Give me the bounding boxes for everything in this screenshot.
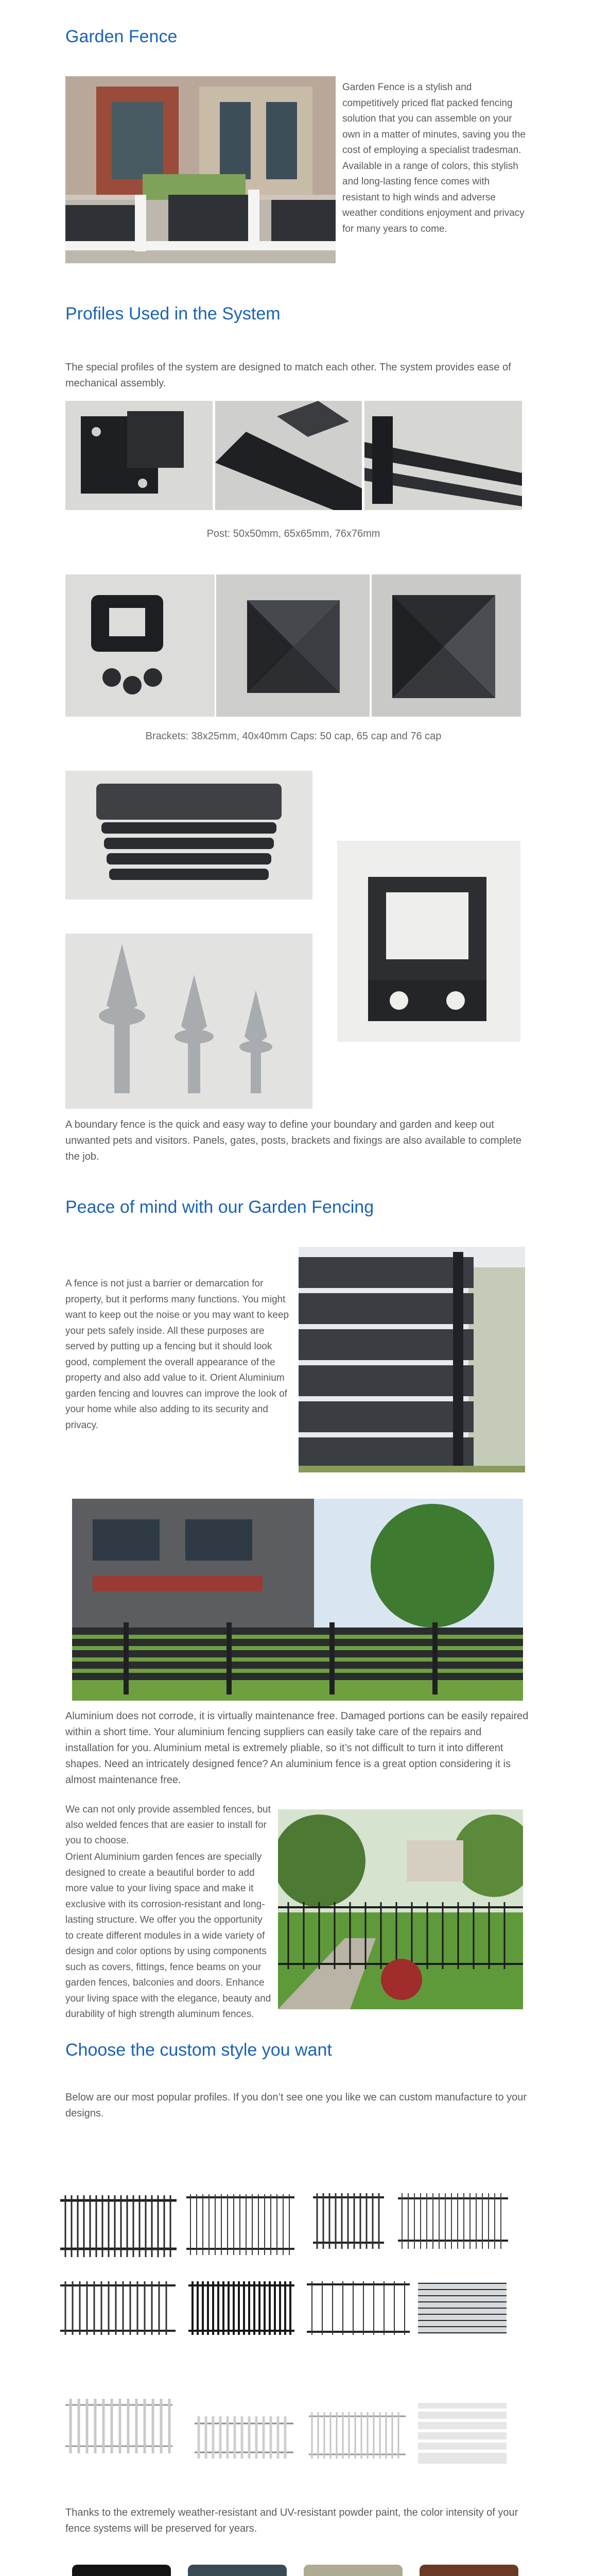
- peace-text-1: A fence is not just a barrier or demarcation for property, but it performs many functions. You might want to keep out the noise or you may want to keep your pets safely inside. All these purposes are served by putting up a fencing but it should look good, complement the overall appearance of the property and also add value to it. Orient Aluminium garden fencing and louvres can improve the look of your home while also adding to its security and privacy.: [65, 1278, 289, 1431]
- custom-style-heading: Choose the custom style you want: [65, 2040, 332, 2060]
- garden-fence-photo: [65, 76, 336, 263]
- fence-style-11: [309, 2409, 406, 2461]
- garden-railing-photo: [278, 1809, 523, 2009]
- color-swatch: [72, 2565, 171, 2576]
- fence-style-10: [195, 2411, 293, 2461]
- fence-style-8: [418, 2279, 507, 2337]
- fence-style-2: [186, 2191, 294, 2257]
- louvre-fence-photo: [299, 1247, 525, 1472]
- color-swatch: [304, 2565, 403, 2576]
- bracket-closeup-photo: [337, 841, 520, 1042]
- spear-tops-photo: [65, 934, 312, 1109]
- fence-style-9: [65, 2395, 172, 2455]
- boundary-text: A boundary fence is the quick and easy way to define your boundary and garden and keep out unwanted pets and visitors. Panels, gates, posts, brackets and fixings are also available to complete the job.: [65, 1119, 522, 1162]
- cap-photo-1: [216, 574, 370, 717]
- bracket-photo: [65, 574, 215, 717]
- peace-text-3b: Orient Aluminium garden fences are specially designed to create a beautiful border to add more value to your living space and make it exclusive with its corrosion-resistant and long-lasting structure. We offer you the opportunity to create different modules in a wide variety of design and color options by using components such as covers, fittings, fence beams on your garden fences, balconies and doors. Enhance your living space with the elegance, beauty and durability of high strength aluminum fences.: [65, 1852, 271, 2020]
- fence-style-1: [60, 2191, 177, 2260]
- cap-photo-2: [372, 574, 521, 717]
- post-photo-2: [215, 401, 362, 510]
- custom-style-intro: Below are our most popular profiles. If you don’t see one you like we can custom manufacture to your designs.: [65, 2092, 527, 2119]
- fence-style-4: [398, 2191, 508, 2251]
- post-photo-3: [364, 401, 522, 510]
- post-caption: Post: 50x50mm, 65x65mm, 76x76mm: [206, 528, 380, 539]
- profiles-heading: Profiles Used in the System: [65, 304, 281, 324]
- intro-text: Garden Fence is a stylish and competitively priced flat packed fencing solution that you can assemble on your own in a matter of minutes, saving you the cost of employing a specialist tradesman. Available in a range of colors, this stylish and long-lasting fence comes with resistant to high winds and adverse weather conditions enjoyment and privacy for many years to come.: [342, 82, 526, 234]
- page-title: Garden Fence: [65, 27, 178, 46]
- fence-style-3: [313, 2191, 384, 2251]
- fence-style-12: [418, 2403, 507, 2464]
- peace-text-2: Aluminium does not corrode, it is virtually maintenance free. Damaged portions can be easily repaired within a short time. Your aluminium fencing suppliers can easily take care of the repairs and installation for you. Aluminium metal is extremely pliable, so it’s not difficult to turn it into different shapes. Need an intricately designed fence? An aluminium fence is a great option considering it is almost maintenance free.: [65, 1710, 529, 1786]
- color-text: Thanks to the extremely weather-resistant and UV-resistant powder paint, the color intensity of your fence systems will be preserved for years.: [65, 2507, 518, 2534]
- profiles-intro: The special profiles of the system are designed to match each other. The system provides ease of mechanical assembly.: [65, 362, 511, 389]
- color-swatch: [188, 2565, 287, 2576]
- peace-heading: Peace of mind with our Garden Fencing: [65, 1197, 374, 1217]
- fence-style-5: [60, 2279, 176, 2337]
- slat-fence-house-photo: [72, 1499, 523, 1701]
- color-swatch: [420, 2565, 518, 2576]
- end-cap-photo: [65, 771, 312, 900]
- bracket-caption: Brackets: 38x25mm, 40x40mm Caps: 50 cap, 65 cap and 76 cap: [145, 731, 442, 742]
- fence-style-7: [307, 2279, 410, 2337]
- post-photo-1: [65, 401, 213, 510]
- peace-text-3a: We can not only provide assembled fences, but also welded fences that are easier to install for you to choose.: [65, 1804, 271, 1846]
- fence-style-6: [188, 2279, 294, 2337]
